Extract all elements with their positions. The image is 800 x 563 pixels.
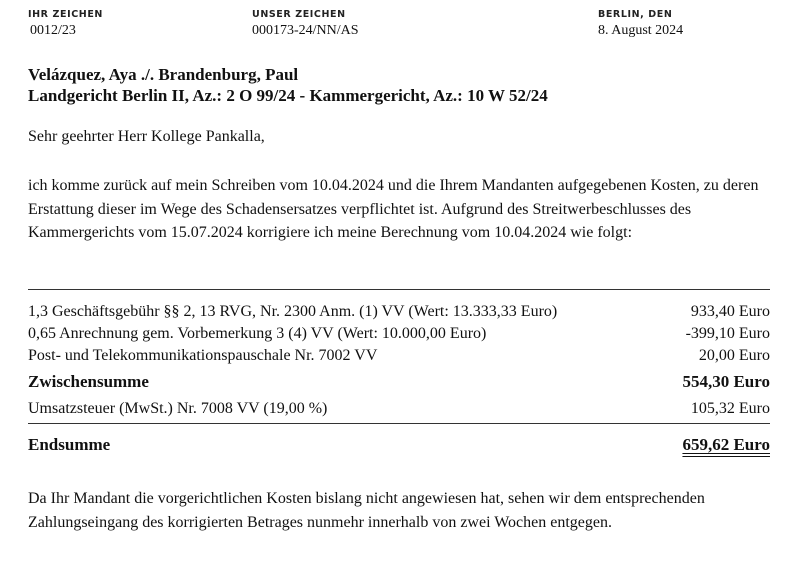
total-label: Endsumme: [28, 435, 111, 454]
subject: [28, 64, 548, 106]
ihr-zeichen-label: IHR ZEICHEN: [28, 9, 103, 20]
total-amount: 659,62 Euro: [682, 435, 770, 454]
tax-label: Umsatzsteuer (MwSt.) Nr. 7008 VV (19,00 %): [28, 400, 328, 417]
subject-line-courts: Landgericht Berlin II, Az.: 2 O 99/24 - Kammergericht, Az.: 10 W 52/24: [28, 86, 548, 105]
ihr-zeichen-block: [28, 8, 103, 41]
fee-row-label: 1,3 Geschäftsgebühr §§ 2, 13 RVG, Nr. 2300 Anm. (1) VV (Wert: 13.333,33 Euro): [28, 303, 558, 320]
fee-row-label: Post- und Telekommunikationspauschale Nr. 7002 VV: [28, 347, 378, 364]
unser-zeichen-block: [252, 8, 359, 41]
subtotal-row: [28, 371, 770, 393]
subtotal-amount: 554,30 Euro: [682, 372, 770, 391]
ihr-zeichen-value: 0012/23: [30, 23, 76, 38]
fee-row-geschaeftsgebuehr: [28, 301, 770, 323]
tax-amount: 105,32 Euro: [690, 400, 770, 417]
subtotal-label: Zwischensumme: [28, 372, 149, 391]
fee-row-pauschale: [28, 345, 770, 367]
subject-line-parties: Velázquez, Aya ./. Brandenburg, Paul: [28, 65, 299, 84]
fee-row-label: 0,65 Anrechnung gem. Vorbemerkung 3 (4) VV (Wert: 10.000,00 Euro): [28, 325, 487, 342]
fee-row-amount: -399,10 Euro: [685, 325, 770, 342]
closing-paragraph: Da Ihr Mandant die vorgerichtlichen Kosten bislang nicht angewiesen hat, sehen wir dem entsprechenden Zahlungseingang des korrigierten Betrages nunmehr innerhalb von zwei Wochen entgegen.: [28, 490, 705, 531]
fee-row-anrechnung: [28, 323, 770, 345]
table-top-rule: [28, 289, 770, 290]
date-block: [598, 8, 683, 41]
date-value: 8. August 2024: [598, 23, 684, 38]
total-rule: [28, 423, 770, 424]
fee-row-amount: 933,40 Euro: [690, 303, 770, 320]
unser-zeichen-value: 000173-24/NN/AS: [252, 23, 359, 38]
total-row: [28, 434, 770, 456]
intro-paragraph: ich komme zurück auf mein Schreiben vom 10.04.2024 und die Ihrem Mandanten aufgegebenen Kosten, zu deren Erstattung dieser im Wege des Schadensersatzes verpflichtet ist. Aufgrund des Streitwerbeschlusses des Kammergerichts vom 15.07.2024 korrigiere ich meine Berechnung vom 10.04.2024 wie folgt:: [28, 177, 759, 241]
salutation: Sehr geehrter Herr Kollege Pankalla,: [28, 128, 265, 145]
date-label: BERLIN, DEN: [598, 9, 673, 20]
fee-row-amount: 20,00 Euro: [698, 347, 770, 364]
unser-zeichen-label: UNSER ZEICHEN: [252, 9, 346, 20]
tax-row: [28, 398, 770, 420]
